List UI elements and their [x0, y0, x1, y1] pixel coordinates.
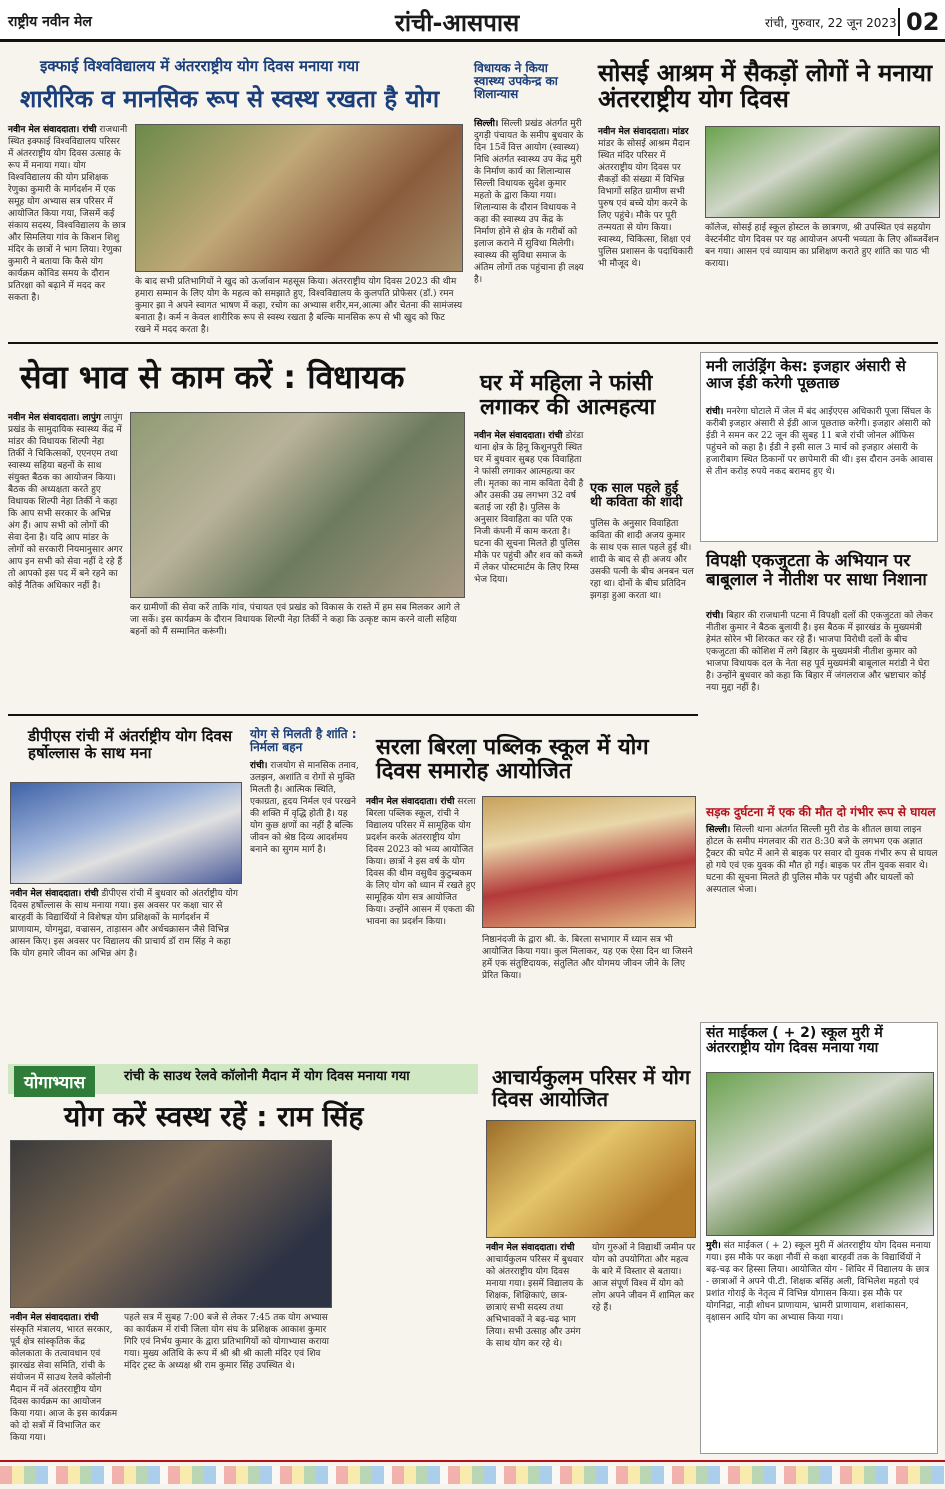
story3-body2: कॉलेज, सोसई हाई स्कूल होस्टल के छात्रगण, श्री उपस्थित एवं सहयोग वेस्टर्नमीट योग दिवस पर यह आयोजन अपनी भव्यता के लिए ऑब्जर्वेशन बन गया। आसन एवं व्यायाम का प्रशिक्षण कराते हुए शांति का पाठ भी कराया।: [705, 223, 939, 269]
story5-body2: कर ग्रामीणों की सेवा करें ताकि गांव, पंचायत एवं प्रखंड को विकास के रास्ते में हम सब मिलकर आगे ले जा सकें। इस कार्यक्रम के दौरान विधायक शिल्पी नेहा तिर्की ने कहा कि उत्कृष्ट काम करने वाली सहिया बहनों को मैं सम्मानित करूंगी।: [130, 603, 460, 637]
page-number: 02: [898, 8, 939, 36]
story10-text: राजयोग से मानसिक तनाव, उलझन, अशांति व रोगों से मुक्ति मिलती है। आत्मिक स्थिति, एकाग्रता, हृदय निर्मल एवं परखने की शक्ति में वृद्धि होती है। यह योग कुछ क्षणों का नहीं है बल्कि जीवन को श्रेष्ठ दिव्य आदर्शमय बनाने का सुगम मार्ग है।: [250, 761, 359, 855]
story14-text: संत माईकल ( + 2) स्कूल मुरी में अंतरराष्ट्रीय योग दिवस मनाया गया। इस मौके पर कक्षा नौवीं से कक्षा बारहवीं तक के विद्यार्थियों ने बढ़-चढ़ कर हिस्सा लिया। आयोजित योग - शिविर में विद्यालय के छात्र - छात्राओं ने अपने पी.टी. शिक्षक बसिंह अली, विभिलेश महतो एवं प्रशांत गोराई के नेतृत्व में विभिन्न योगासन किया। इस मौके पर योगनिद्रा, नाड़ी शोधन प्राणायाम, भ्रामरी प्राणायाम, शशांकासन, वृक्षासन आदि योग का अभ्यास किया गया।: [706, 1241, 931, 1323]
story14-photo: [706, 1072, 934, 1236]
story9-byline: नवीन मेल संवाददाता। रांची: [10, 889, 99, 899]
story4-headline: मनी लाउंड्रिंग केस: इजहार अंसारी से आज ईडी करेगी पूछताछ: [706, 357, 906, 392]
story1-headline: शारीरिक व मानसिक रूप से स्वस्थ रखता है योग: [20, 85, 440, 113]
story9-body: [10, 888, 242, 1058]
story3-text: मांडर के सोसई आश्रम मैदान स्थित मंदिर परिसर में अंतरराष्ट्रीय योग दिवस पर सैकड़ों की संख्या में विभिन्न विभागों सहित ग्रामीण सभी पुरुष एवं बच्चे योग करने के लिए पहुंचे। मौके पर पूरी तन्मयता से योग किया। स्वास्थ्य, चिकित्सा, शिक्षा एवं पुलिस प्रशासन के पदाधिकारी भी मौजूद थे।: [598, 139, 694, 269]
story9-photo: [10, 782, 242, 884]
story6-body: [474, 430, 584, 708]
story6-subhead: एक साल पहले हुई थी कविता की शादी: [590, 481, 683, 511]
divider: [8, 342, 938, 344]
story1-body2: के बाद सभी प्रतिभागियों ने खुद को ऊर्जावान महसूस किया। अंतरराष्ट्रीय योग दिवस 2023 की थीम हमारा सम्मान के लिए योग के महत्व को समझाते हुए, विश्वविद्यालय के कुलपति प्रोफेसर (डॉ.) रमन कुमार झा ने अपने स्वागत भाषण में कहा, रचोग का अभ्यास शरीर,मन,आत्मा और चेतना की सामंजस्य बनाता है। कर्म न केवल शारीरिक रूप से स्वस्थ रखता है बल्कि मानसिक रूप से भी खुद को फिट रखने में मदद करता है।: [135, 277, 463, 335]
story4-text: मनरेगा घोटाले में जेल में बंद आईएएस अधिकारी पूजा सिंघल के करीबी इजहार अंसारी से ईडी आज पूछताछ करेगी। इजहार अंसारी को ईडी ने समन कर 22 जून की सुबह 11 बजे रांची जोनल ऑफिस पहुंचने को कहा है। ईडी ने इसी साल 3 मार्च को इजहार अंसारी के हजारीबाग स्थित ठिकानों पर छापेमारी की थी। इस दौरान उनके आवास से तीन करोड़ रुपये नकद बरामद हुए थे।: [706, 407, 933, 477]
story9-text: डीपीएस रांची में बुधवार को अंतर्राष्ट्रीय योग दिवस हर्षोल्लास के साथ मनाया गया। इस अवसर पर कक्षा चार से बारहवीं के विद्यार्थियों ने विशेषज्ञ योग प्रशिक्षकों के मार्गदर्शन में प्राणायाम, योगमुद्रा, वज्रासन, ताड़ासन और अर्धचक्रासन जैसे विभिन्न आसन किए। इस अवसर पर विद्यालय की प्राचार्य डॉ राम सिंह ने कहा कि योग हमारे जीवन का अभिन्न अंग है।: [10, 889, 238, 959]
story6-headline: घर में महिला ने फांसी लगाकर की आत्महत्या: [480, 371, 656, 421]
story12-tag: योगाभ्यास: [14, 1066, 95, 1097]
story9-headline: डीपीएस रांची में अंतर्राष्ट्रीय योग दिवस हर्षोल्लास के साथ मना: [28, 727, 232, 762]
story12-kicker: रांची के साउथ रेलवे कॉलोनी मैदान में योग दिवस मनाया गया: [124, 1069, 410, 1084]
story8-headline: सड़क दुर्घटना में एक की मौत दो गंभीर रूप से घायल: [706, 805, 936, 819]
story4-body: [706, 406, 934, 538]
story3-body: [598, 126, 698, 338]
story4-byline: रांची।: [706, 407, 724, 417]
story6-body2: पुलिस के अनुसार विवाहिता कविता की शादी अजय कुमार के साथ एक साल पहले हुई थी। शादी के बाद से ही अजय और उसकी पत्नी के बीच अनबन चल रहा था। दोनों के बीच प्रतिदिन झगड़ा हुआ करता था।: [590, 519, 694, 601]
story1-photo: [135, 124, 463, 272]
story13-text: आचार्यकुलम परिसर में बुधवार को अंतरराष्ट्रीय योग दिवस मनाया गया। इसमें विद्यालय के शिक्षक, शिक्षिकाएं, छात्र-छात्राएं सभी सदस्य तथा अभिभावकों ने बढ़-चढ़ भाग लिया। सभी उत्साह और उमंग के साथ योग कर रहे थे।: [486, 1255, 584, 1349]
story12-body2: पहले सत्र में सुबह 7:00 बजे से लेकर 7:45 तक योग अभ्यास का कार्यक्रम में रांची जिला योग संघ के प्रशिक्षक आकाश कुमार गिरि एवं निर्भय कुमार के द्वारा प्रतिभागियों को योगाभ्यास कराया गया। मुख्य अतिथि के रूप में श्री श्री श्री काली मंदिर एवं शिव मंदिर ट्रस्ट के अध्यक्ष श्री राम कुमार सिंह उपस्थित थे।: [124, 1313, 329, 1371]
story1-body: [8, 124, 128, 303]
divider: [8, 714, 698, 716]
dateline: रांची, गुरुवार, 22 जून 2023: [765, 16, 897, 30]
registration-marks: [0, 1466, 945, 1484]
footer-rule: [0, 1460, 945, 1462]
story10-headline: योग से मिलती है शांति : निर्मला बहन: [250, 727, 357, 755]
story3-photo: [705, 126, 940, 218]
masthead: [0, 0, 945, 42]
story12-byline: नवीन मेल संवाददाता। रांची: [10, 1313, 99, 1323]
story2-byline: सिल्ली।: [474, 119, 499, 129]
story12-body: [10, 1312, 118, 1452]
story2-headline: विधायक ने किया स्वास्थ्य उपकेन्द्र का शिलान्यास: [474, 61, 558, 102]
story3-headline: सोसई आश्रम में सैकड़ों लोगों ने मनाया अंतरराष्ट्रीय योग दिवस: [598, 59, 933, 114]
story14-headline: संत माईकल ( + 2) स्कूल मुरी में अंतरराष्ट्रीय योग दिवस मनाया गया: [706, 1025, 883, 1057]
story10-byline: रांची।: [250, 761, 268, 771]
story5-text: लापुंग प्रखंड के सामुदायिक स्वास्थ्य केंद्र में मांडर की विधायक शिल्पी नेहा तिर्की ने चिकित्सकों, एएनएम तथा स्वास्थ्य सहिया बहनों के साथ संयुक्त बैठक का आयोजन किया। बैठक की अध्यक्षता करते हुए विधायक शिल्पी नेहा तिर्की ने कहा कि आप सभी सरकार के अभिन्न अंग हैं। आप सभी को लोगों की सेवा देना है। यदि आप मांडर के लोगों को सरकारी नियमानुसार अगर आप इन सभी को सेवा नहीं दे रहे हैं तो आपको इस पद में बने रहने का कोई नैतिक अधिकार नहीं है।: [8, 413, 123, 591]
story2-body: [474, 118, 584, 336]
story12-photo: [10, 1140, 332, 1308]
story12-headline: योग करें स्वस्थ रहें : राम सिंह: [64, 1100, 364, 1133]
story5-headline: सेवा भाव से काम करें : विधायक: [20, 358, 405, 396]
story2-text: सिल्ली प्रखंड अंतर्गत मुरी दुगड़ी पंचायत के समीप बुधवार के दिन 15वें वित्त आयोग (स्वास्थ्य) निधि अंतर्गत स्वास्थ्य उप केंद्र मुरी के निर्माण कार्य का शिलान्यास सिल्ली विधायक सुदेश कुमार महतो के द्वारा किया गया। शिलान्यास के दौरान विधायक ने कहा की स्वास्थ्य उप केंद्र के निर्माण होने से क्षेत्र के गरीबों को इलाज कराने में सुविधा मिलेगी। स्वास्थ्य की सुविधा समाज के अंतिम लोगों तक पहुंचाना ही लक्ष्य है।: [474, 119, 584, 285]
story8-text: सिल्ली थाना अंतर्गत सिल्ली मुरी रोड के शीतल छाया लाइन होटल के समीप मंगलवार की रात 8:30 बजे के लगभग एक अज्ञात ट्रैक्टर की चपेट में आने से बाइक पर सवार दो युवक गंभीर रूप से घायल हो गये एवं एक युवक की मौत हो गई। बाइक पर तीन युवक सवार थे। घटना की सूचना मिलते ही पुलिस मौके पर पहुंची और घायलों को अस्पताल भेजा।: [706, 825, 938, 895]
story10-body: [250, 760, 360, 1058]
story5-photo: [130, 412, 465, 598]
story12-text: संस्कृति मंत्रालय, भारत सरकार, पूर्व क्षेत्र सांस्कृतिक केंद्र कोलकाता के तत्वावधान एवं झारखंड सेवा समिति, रांची के संयोजन में साउथ रेलवे कॉलोनी मैदान में नवें अंतरराष्ट्रीय योग दिवस कार्यक्रम का आयोजन किया गया। आज के इस कार्यक्रम को दो सत्रों में विभाजित कर किया गया।: [10, 1325, 118, 1443]
story6-byline: नवीन मेल संवाददाता। रांची: [474, 431, 563, 441]
section-title: रांची-आसपास: [395, 9, 520, 37]
story5-byline: नवीन मेल संवाददाता। लापुंग: [8, 413, 102, 423]
story1-byline: नवीन मेल संवाददाता। रांची: [8, 125, 97, 135]
story13-headline: आचार्यकुलम परिसर में योग दिवस आयोजित: [492, 1065, 691, 1111]
story7-text: बिहार की राजधानी पटना में विपक्षी दलों की एकजुटता को लेकर नीतीश कुमार ने बैठक बुलायी है। इस बैठक में झारखंड के मुख्यमंत्री हेमंत सोरेन भी शिरकत कर रहे हैं। भाजपा विरोधी दलों के बीच एकजुटता की कोशिश में लगे बिहार के मुख्यमंत्री नीतीश कुमार को भाजपा विधायक दल के नेता सह पूर्व मुख्यमंत्री बाबूलाल मरांडी ने घेरा है। उन्होंने बुधवार को कहा कि बिहार में जंगलराज और भ्रष्टाचार कोई नया मुद्दा नहीं है।: [706, 611, 933, 693]
story11-photo: [482, 796, 696, 928]
story1-text: राजधानी स्थित इक्फाई विश्वविद्यालय परिसर में अंतरराष्ट्रीय योग दिवस उत्साह के रूप में मनाया गया। योग विश्वविद्यालय की योग प्रशिक्षक रेणुका कुमारी के मार्गदर्शन में एक समूह योग अभ्यास सत्र परिसर में आयोजित किया गया, जिसमें कई संकाय सदस्य, विश्वविद्यालय के छात्र और सिमलिया गांव के किशन शिशु मंदिर के छात्रों ने भाग लिया। रेणुका कुमारी ने बताया कि कैसे योग कार्यक्रम कोविड समय के दौरान प्रतिरक्षा को बढ़ाने में मदद कर सकता है।: [8, 125, 128, 303]
story8-body: [706, 824, 938, 1018]
brand-logo: राष्ट्रीय नवीन मेल: [8, 14, 92, 30]
story14-body: [706, 1240, 934, 1450]
story6-text: डोरंडा थाना क्षेत्र के हिनू किशुनपुरी स्थित घर में बुधवार सुबह एक विवाहिता ने फांसी लगाकर आत्महत्या कर ली। मृतका का नाम कविता देवी है और उसकी उम्र लगभग 32 वर्ष बताई जा रही है। पुलिस के अनुसार विवाहिता का पति एक निजी कंपनी में काम करता है। घटना की सूचना मिलते ही पुलिस मौके पर पहुंची और शव को कब्जे में लेकर पोस्टमार्टम के लिए रिम्स भेज दिया।: [474, 431, 584, 585]
story1-kicker: इक्फाई विश्वविद्यालय में अंतरराष्ट्रीय योग दिवस मनाया गया: [40, 57, 359, 75]
story7-byline: रांची।: [706, 611, 724, 621]
story14-byline: मुरी।: [706, 1241, 721, 1251]
story13-photo: [486, 1120, 696, 1238]
story11-headline: सरला बिरला पब्लिक स्कूल में योग दिवस समारोह आयोजित: [376, 735, 649, 785]
story8-byline: सिल्ली।: [706, 825, 731, 835]
story5-body: [8, 412, 123, 708]
story13-byline: नवीन मेल संवाददाता। रांची: [486, 1243, 575, 1253]
story13-body: [486, 1242, 586, 1452]
story11-text: सरला बिरला पब्लिक स्कूल, रांची ने विद्यालय परिसर में सामूहिक योग प्रदर्शन करके अंतरराष्ट्रीय योग दिवस 2023 को भव्य आयोजित किया। छात्रों ने इस वर्ष के योग दिवस की थीम वसुधैव कुटुम्बकम के लिए योग को ध्यान में रखते हुए सामूहिक योग सत्र आयोजित किया। उन्होंने आसन में एकता की भावना का प्रदर्शन किया।: [366, 797, 476, 927]
story11-body2: निष्ठानंदजी के द्वारा श्री. के. बिरला सभागार में ध्यान सत्र भी आयोजित किया गया। कुल मिलाकर, यह एक ऐसा दिन था जिसने हमें एक संतुष्टिदायक, संतुलित और योगमय जीवन जीने के लिए प्रेरित किया।: [482, 935, 693, 981]
story13-body2: योग गुरुओं ने विद्यार्थी जमीन पर योग को उपयोगिता और महत्व के बारे में विस्तार से बताया। आज संपूर्ण विश्व में योग को लोग अपने जीवन में शामिल कर रहे हैं।: [592, 1243, 696, 1313]
story11-body: [366, 796, 476, 1058]
story7-headline: विपक्षी एकजुटता के अभियान पर बाबूलाल ने नीतीश पर साधा निशाना: [706, 551, 927, 590]
story7-body: [706, 610, 938, 798]
story3-byline: नवीन मेल संवाददाता। मांडर: [598, 127, 689, 137]
story11-byline: नवीन मेल संवाददाता। रांची: [366, 797, 455, 807]
